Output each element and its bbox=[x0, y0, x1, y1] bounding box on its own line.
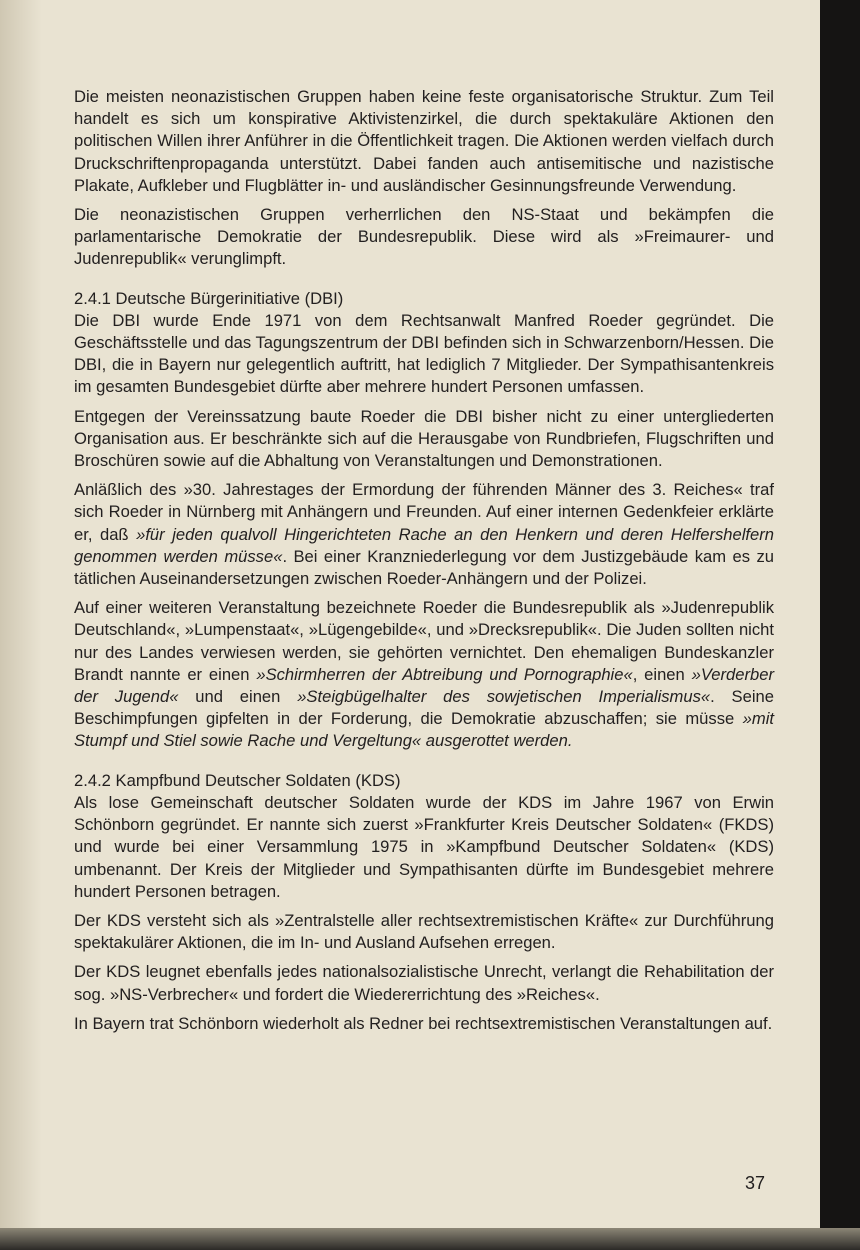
quote-text: »mit Stumpf und Stiel sowie Rache und Vergeltung« ausgerottet werden. bbox=[74, 709, 774, 751]
text-run: Die meisten neonazistischen Gruppen haben keine feste organisatorische Struktur. Zum Teil handelt es sich um konspirative Aktivistenzirkel, die durch spektakuläre Aktionen den politischen Willen ihrer Anführer in die Öffentlichkeit tragen. Die Aktionen werden vielfach durch Druckschriftenpropaganda unterstützt. Dabei fanden auch antisemitische und nazistische Plakate, Aufkleber und Flugblätter in- und ausländischer Gesinnungsfreunde Verwendung. bbox=[74, 87, 774, 195]
text-run: und einen bbox=[178, 687, 298, 707]
text-run: Der KDS leugnet ebenfalls jedes nationalsozialistische Unrecht, verlangt die Rehabilitation der sog. »NS-Verbrecher« und fordert die Wiedererrichtung des »Reiches«. bbox=[74, 962, 774, 1004]
scan-edge-bottom bbox=[0, 1228, 860, 1250]
text-run: , einen bbox=[632, 664, 692, 684]
text-run: Auf einer weiteren Veranstaltung bezeichnete Roeder die Bundesrepublik als »Judenrepublik Deutschland«, »Lumpenstaat«, »Lügengebilde«, und »Drecksrepublik«. Die Juden sollten nicht nur des Landes verwiesen werden, sie gehörten vernichtet. Den ehemaligen Bundeskanzler Brandt nannte er einen bbox=[74, 598, 774, 684]
body-text bbox=[74, 86, 774, 1042]
quote-text: »Steigbügelhalter des sowjetischen Imperialismus« bbox=[297, 687, 711, 707]
text-run: Entgegen der Vereinssatzung baute Roeder die DBI bisher nicht zu einer untergliederten Organisation aus. Er beschränkte sich auf die Herausgabe von Rundbriefen, Flugschriften und Broschüren sowie auf die Abhaltung von Veranstaltungen und Demonstrationen. bbox=[74, 406, 774, 471]
scan-edge-right bbox=[820, 0, 860, 1250]
text-run: Die neonazistischen Gruppen verherrlichen den NS-Staat und bekämpfen die parlamentarische Demokratie der Bundesrepublik. Diese wird als »Freimaurer- und Judenrepublik« verunglimpft. bbox=[74, 205, 774, 269]
page-gutter-shadow bbox=[0, 0, 42, 1250]
paragraph bbox=[74, 86, 774, 197]
text-run: Die DBI wurde Ende 1971 von dem Rechtsanwalt Manfred Roeder gegründet. Die Geschäftsstelle und das Tagungszentrum der DBI befinden sich in Schwarzenborn/Hessen. Die DBI, die in Bayern nur gelegentlich auftritt, hat lediglich 7 Mitglieder. Der Sympathisantenkreis im gesamten Bundesgebiet dürfte aber mehrere hundert Personen umfassen. bbox=[74, 310, 774, 397]
paragraph bbox=[74, 406, 774, 473]
section-heading: 2.4.2 Kampfbund Deutscher Soldaten (KDS) bbox=[74, 770, 401, 790]
paragraph bbox=[74, 204, 774, 271]
text-run: In Bayern trat Schönborn wiederholt als Redner bei rechtsextremistischen Veranstaltungen auf. bbox=[74, 1013, 773, 1033]
text-run: Als lose Gemeinschaft deutscher Soldaten wurde der KDS im Jahre 1967 von Erwin Schönborn gegründet. Er nannte sich zuerst »Frankfurter Kreis Deutscher Soldaten« (FKDS) und wurde bei einer Versammlung 1975 in »Kampfbund Deutscher Soldaten« (KDS) umbenannt. Der Kreis der Mitglieder und Sympathisanten dürfte im Bundesgebiet mehrere hundert Personen betragen. bbox=[74, 792, 774, 901]
paragraph bbox=[74, 597, 774, 752]
paragraph bbox=[74, 910, 774, 954]
paragraph bbox=[74, 479, 774, 590]
text-run: . Seine Beschimpfungen gipfelten in der Forderung, die Demokratie abzuschaffen; sie müsse bbox=[74, 687, 775, 729]
quote-text: »Schirmherren der Abtreibung und Pornographie« bbox=[256, 664, 633, 684]
paragraph bbox=[74, 1013, 774, 1035]
quote-text: »Verderber der Jugend« bbox=[74, 664, 774, 707]
text-run: Der KDS versteht sich als »Zentralstelle aller rechtsextremistischen Kräfte« zur Durchführung spektakulärer Aktionen, die im In- und Ausland Aufsehen erregen. bbox=[74, 910, 774, 953]
text-run: . Bei einer Kranzniederlegung vor dem Justizgebäude kam es zu tätlichen Auseinandersetzungen zwischen Roeder-Anhängern und der Polizei. bbox=[74, 546, 774, 589]
paragraph bbox=[74, 310, 774, 399]
section-heading: 2.4.1 Deutsche Bürgerinitiative (DBI) bbox=[74, 288, 344, 308]
paragraph bbox=[74, 961, 774, 1005]
paragraph bbox=[74, 792, 774, 903]
page-number: 37 bbox=[745, 1173, 766, 1193]
text-run: Anläßlich des »30. Jahrestages der Ermordung der führenden Männer des 3. Reiches« traf sich Roeder in Nürnberg mit Anhängern und Freunden. Auf einer internen Gedenkfeier erklärte er, daß bbox=[74, 480, 774, 544]
quote-text: »für jeden qualvoll Hingerichteten Rache an den Henkern und deren Helfershelfern genommen werden müsse« bbox=[74, 524, 775, 566]
